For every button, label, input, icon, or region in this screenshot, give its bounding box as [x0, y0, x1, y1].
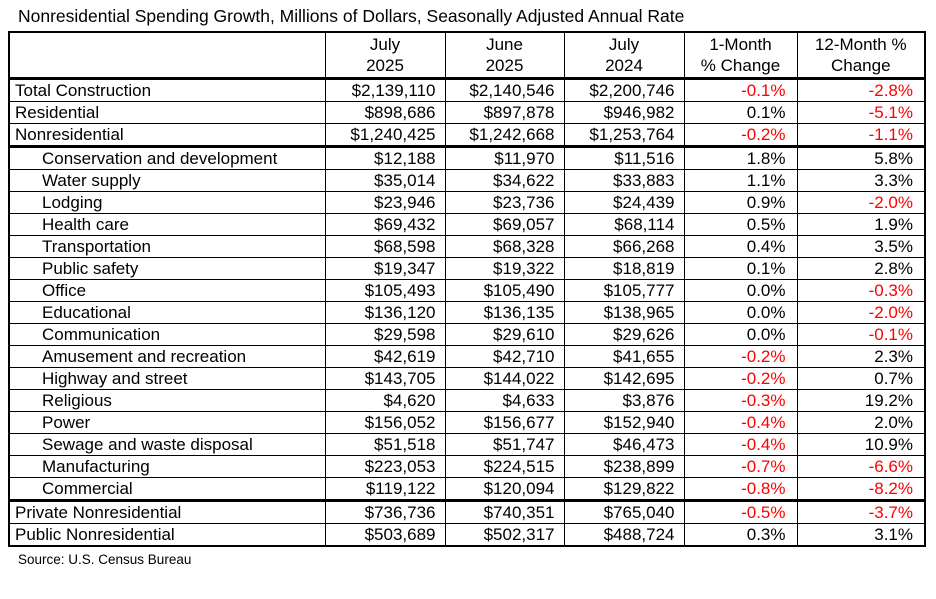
amount-cell: $152,940	[564, 412, 684, 434]
table-row	[9, 302, 925, 324]
percent-change-cell: 0.7%	[797, 368, 925, 390]
amount-cell: $119,122	[325, 478, 445, 501]
header-1-month-change	[684, 32, 797, 79]
amount-cell: $66,268	[564, 236, 684, 258]
amount-cell: $488,724	[564, 524, 684, 547]
percent-change-cell: -2.8%	[797, 79, 925, 102]
header-june-2025	[445, 32, 564, 79]
amount-cell: $42,619	[325, 346, 445, 368]
table-row	[9, 280, 925, 302]
amount-cell: $35,014	[325, 170, 445, 192]
row-label: Nonresidential	[9, 124, 325, 147]
row-label: Power	[9, 412, 325, 434]
row-label: Total Construction	[9, 79, 325, 102]
amount-cell: $2,139,110	[325, 79, 445, 102]
amount-cell: $2,200,746	[564, 79, 684, 102]
percent-change-cell: -2.0%	[797, 302, 925, 324]
row-label: Residential	[9, 102, 325, 124]
table-row	[9, 170, 925, 192]
percent-change-cell: -8.2%	[797, 478, 925, 501]
table-row	[9, 324, 925, 346]
amount-cell: $136,120	[325, 302, 445, 324]
percent-change-cell: -0.2%	[684, 346, 797, 368]
percent-change-cell: -0.3%	[797, 280, 925, 302]
percent-change-cell: 2.8%	[797, 258, 925, 280]
row-label: Conservation and development	[9, 147, 325, 170]
amount-cell: $34,622	[445, 170, 564, 192]
percent-change-cell: 0.0%	[684, 324, 797, 346]
amount-cell: $19,347	[325, 258, 445, 280]
percent-change-cell: -0.4%	[684, 412, 797, 434]
amount-cell: $23,946	[325, 192, 445, 214]
table-row	[9, 236, 925, 258]
header-line: Change	[830, 56, 891, 75]
amount-cell: $23,736	[445, 192, 564, 214]
page-title: Nonresidential Spending Growth, Millions of Dollars, Seasonally Adjusted Annual Rate	[18, 6, 685, 26]
amount-cell: $736,736	[325, 501, 445, 524]
amount-cell: $156,677	[445, 412, 564, 434]
header-july-2025	[325, 32, 445, 79]
row-label: Communication	[9, 324, 325, 346]
row-label: Highway and street	[9, 368, 325, 390]
amount-cell: $129,822	[564, 478, 684, 501]
amount-cell: $740,351	[445, 501, 564, 524]
percent-change-cell: -1.1%	[797, 124, 925, 147]
amount-cell: $19,322	[445, 258, 564, 280]
percent-change-cell: -0.7%	[684, 456, 797, 478]
percent-change-cell: 3.5%	[797, 236, 925, 258]
amount-cell: $503,689	[325, 524, 445, 547]
amount-cell: $11,970	[445, 147, 564, 170]
amount-cell: $105,493	[325, 280, 445, 302]
row-label: Health care	[9, 214, 325, 236]
amount-cell: $502,317	[445, 524, 564, 547]
percent-change-cell: -0.2%	[684, 368, 797, 390]
percent-change-cell: 3.3%	[797, 170, 925, 192]
percent-change-cell: 2.3%	[797, 346, 925, 368]
amount-cell: $29,610	[445, 324, 564, 346]
percent-change-cell: -6.6%	[797, 456, 925, 478]
percent-change-cell: -2.0%	[797, 192, 925, 214]
table-row	[9, 412, 925, 434]
amount-cell: $1,242,668	[445, 124, 564, 147]
row-label: Lodging	[9, 192, 325, 214]
table-row	[9, 501, 925, 524]
header-line: 1-Month	[709, 34, 772, 54]
table-row	[9, 524, 925, 547]
row-label: Manufacturing	[9, 456, 325, 478]
header-line: 2024	[605, 56, 643, 75]
percent-change-cell: 5.8%	[797, 147, 925, 170]
amount-cell: $142,695	[564, 368, 684, 390]
amount-cell: $11,516	[564, 147, 684, 170]
amount-cell: $138,965	[564, 302, 684, 324]
amount-cell: $1,253,764	[564, 124, 684, 147]
header-12-month-change	[797, 32, 925, 79]
percent-change-cell: 10.9%	[797, 434, 925, 456]
percent-change-cell: -0.1%	[797, 324, 925, 346]
percent-change-cell: -0.3%	[684, 390, 797, 412]
percent-change-cell: 2.0%	[797, 412, 925, 434]
amount-cell: $12,188	[325, 147, 445, 170]
table-row	[9, 346, 925, 368]
row-label: Water supply	[9, 170, 325, 192]
row-label: Public safety	[9, 258, 325, 280]
amount-cell: $41,655	[564, 346, 684, 368]
percent-change-cell: 1.1%	[684, 170, 797, 192]
amount-cell: $46,473	[564, 434, 684, 456]
percent-change-cell: 1.9%	[797, 214, 925, 236]
amount-cell: $120,094	[445, 478, 564, 501]
header-line: % Change	[700, 56, 781, 75]
amount-cell: $946,982	[564, 102, 684, 124]
table-row	[9, 192, 925, 214]
table-row	[9, 258, 925, 280]
percent-change-cell: 0.0%	[684, 302, 797, 324]
table-row	[9, 79, 925, 102]
percent-change-cell: -0.4%	[684, 434, 797, 456]
percent-change-cell: 0.1%	[684, 102, 797, 124]
amount-cell: $29,626	[564, 324, 684, 346]
row-label: Public Nonresidential	[9, 524, 325, 547]
amount-cell: $33,883	[564, 170, 684, 192]
amount-cell: $2,140,546	[445, 79, 564, 102]
table-row	[9, 102, 925, 124]
table-row	[9, 147, 925, 170]
row-label: Transportation	[9, 236, 325, 258]
percent-change-cell: 19.2%	[797, 390, 925, 412]
amount-cell: $136,135	[445, 302, 564, 324]
amount-cell: $3,876	[564, 390, 684, 412]
percent-change-cell: -0.2%	[684, 124, 797, 147]
amount-cell: $18,819	[564, 258, 684, 280]
amount-cell: $144,022	[445, 368, 564, 390]
table-row	[9, 478, 925, 501]
source-note: Source: U.S. Census Bureau	[18, 552, 192, 567]
header-line: July	[608, 34, 640, 54]
amount-cell: $105,777	[564, 280, 684, 302]
amount-cell: $69,432	[325, 214, 445, 236]
table-row	[9, 390, 925, 412]
percent-change-cell: 0.9%	[684, 192, 797, 214]
amount-cell: $765,040	[564, 501, 684, 524]
amount-cell: $224,515	[445, 456, 564, 478]
table-row	[9, 214, 925, 236]
percent-change-cell: 3.1%	[797, 524, 925, 547]
header-july-2024	[564, 32, 684, 79]
percent-change-cell: 1.8%	[684, 147, 797, 170]
amount-cell: $68,598	[325, 236, 445, 258]
amount-cell: $69,057	[445, 214, 564, 236]
amount-cell: $4,633	[445, 390, 564, 412]
row-label: Sewage and waste disposal	[9, 434, 325, 456]
amount-cell: $105,490	[445, 280, 564, 302]
amount-cell: $4,620	[325, 390, 445, 412]
row-label: Religious	[9, 390, 325, 412]
header-line: 2025	[485, 56, 524, 75]
spending-table	[8, 31, 926, 547]
amount-cell: $51,518	[325, 434, 445, 456]
header-line: June	[486, 34, 523, 54]
percent-change-cell: 0.5%	[684, 214, 797, 236]
percent-change-cell: -0.8%	[684, 478, 797, 501]
row-label: Commercial	[9, 478, 325, 501]
row-label: Private Nonresidential	[9, 501, 325, 524]
table-row	[9, 368, 925, 390]
header-blank	[9, 32, 325, 79]
amount-cell: $68,328	[445, 236, 564, 258]
amount-cell: $42,710	[445, 346, 564, 368]
amount-cell: $223,053	[325, 456, 445, 478]
row-label: Office	[9, 280, 325, 302]
percent-change-cell: 0.0%	[684, 280, 797, 302]
amount-cell: $24,439	[564, 192, 684, 214]
table-body	[9, 79, 925, 547]
percent-change-cell: -3.7%	[797, 501, 925, 524]
percent-change-cell: -0.1%	[684, 79, 797, 102]
percent-change-cell: 0.4%	[684, 236, 797, 258]
header-row	[9, 32, 925, 79]
amount-cell: $156,052	[325, 412, 445, 434]
header-line: 12-Month %	[814, 34, 907, 54]
header-line: July	[369, 34, 401, 54]
amount-cell: $897,878	[445, 102, 564, 124]
row-label: Amusement and recreation	[9, 346, 325, 368]
amount-cell: $238,899	[564, 456, 684, 478]
row-label: Educational	[9, 302, 325, 324]
amount-cell: $29,598	[325, 324, 445, 346]
amount-cell: $68,114	[564, 214, 684, 236]
table-row	[9, 124, 925, 147]
percent-change-cell: 0.1%	[684, 258, 797, 280]
header-line: 2025	[366, 56, 404, 75]
percent-change-cell: -5.1%	[797, 102, 925, 124]
amount-cell: $143,705	[325, 368, 445, 390]
amount-cell: $51,747	[445, 434, 564, 456]
amount-cell: $898,686	[325, 102, 445, 124]
table-row	[9, 434, 925, 456]
amount-cell: $1,240,425	[325, 124, 445, 147]
percent-change-cell: 0.3%	[684, 524, 797, 547]
percent-change-cell: -0.5%	[684, 501, 797, 524]
table-row	[9, 456, 925, 478]
